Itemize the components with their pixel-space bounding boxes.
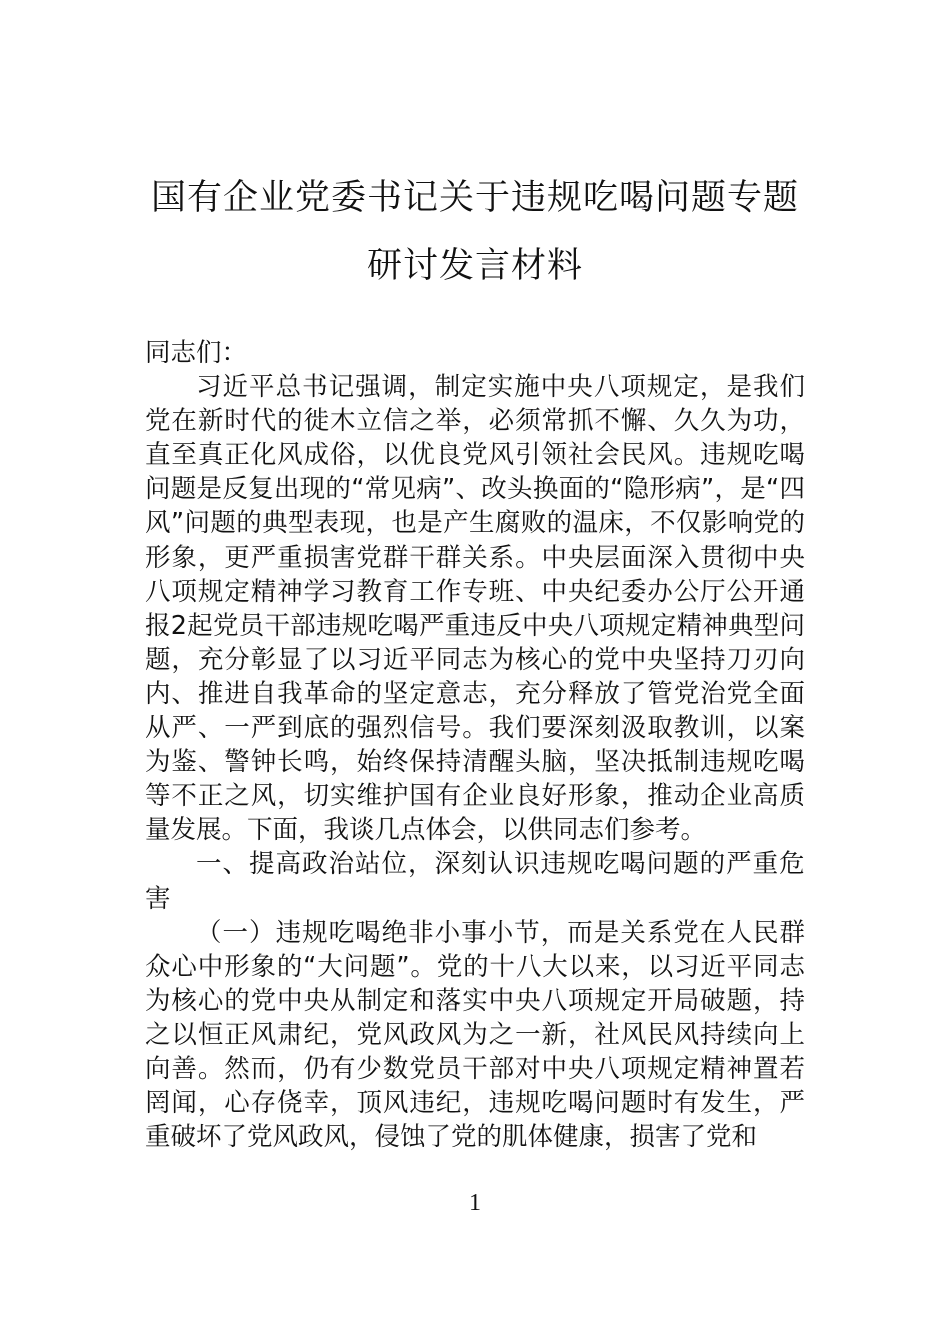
page-number: 1 [469,1190,481,1216]
document-title-line-1: 国有企业党委书记关于违规吃喝问题专题 [150,178,799,218]
document-title-line-2: 研讨发言材料 [366,246,583,286]
paragraph-intro: 习近平总书记强调，制定实施中央八项规定，是我们党在新时代的徙木立信之举，必须常抓不懈、久久为功，直至真正化风成俗，以优良党风引领社会民风。违规吃喝问题是反复出现的“常见病”、改头换面的“隐形病”，是“四风”问题的典型表现，也是产生腐败的温床，不仅影响党的形象，更严重损害党群干群关系。中央层面深入贯彻中央八项规定精神学习教育工作专班、中央纪委办公厅公开通报2起党员干部违规吃喝严重违反中央八项规定精神典型问题，充分彰显了以习近平同志为核心的党中央坚持刀刃向内、推进自我革命的坚定意志，充分释放了管党治党全面从严、一严到底的强烈信号。我们要深刻汲取教训，以案为鉴、警钟长鸣，始终保持清醒头脑，坚决抵制违规吃喝等不正之风，切实维护国有企业良好形象，推动企业高质量发展。下面，我谈几点体会，以供同志们参考。 [145,372,805,846]
section-heading-1: 一、提高政治站位，深刻认识违规吃喝问题的严重危害 [145,849,805,914]
document-body [145,336,805,1154]
salutation: 同志们： [145,338,248,368]
paragraph-section-1-1: （一）违规吃喝绝非小事小节，而是关系党在人民群众心中形象的“大问题”。党的十八大以来，以习近平同志为核心的党中央从制定和落实中央八项规定开局破题，持之以恒正风肃纪，党风政风为之一新，社风民风持续向上向善。然而，仍有少数党员干部对中央八项规定精神置若罔闻，心存侥幸，顶风违纪，违规吃喝问题时有发生，严重破坏了党风政风，侵蚀了党的肌体健康，损害了党和 [145,917,805,1153]
